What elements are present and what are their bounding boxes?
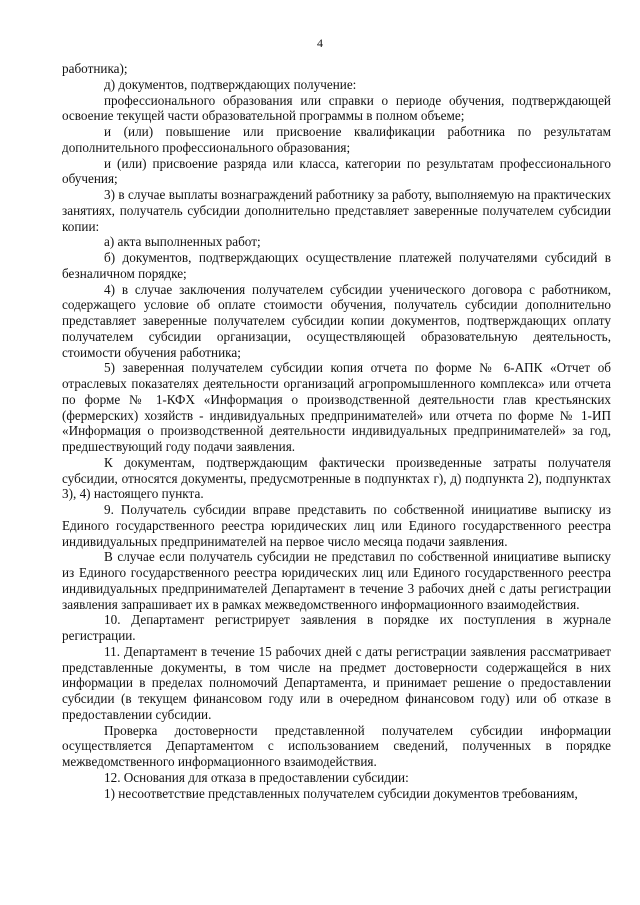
paragraph: работника); (62, 61, 128, 76)
paragraph: 11. Департамент в течение 15 рабочих дней с даты регистрации заявления рассматривает представленные документы, в том числе на предмет достоверности содержащейся в них информации в пределах полномочий Департамента, и принимает решение о предоставлении субсидии (в текущем финансовом году или в очередном финансовом году) или об отказе в предоставлении субсидии. (62, 643, 611, 722)
paragraph: б) документов, подтверждающих осуществление платежей получателями субсидий в безналичном порядке; (62, 250, 611, 281)
paragraph: 10. Департамент регистрирует заявления в порядке их поступления в журнале регистрации. (62, 612, 611, 643)
paragraph: В случае если получатель субсидии не представил по собственной инициативе выписку из Единого государственного реестра юридических лиц или Единого государственного реестра индивидуальных предпринимателей Департамент в течение 3 рабочих дней с даты регистрации заявления запрашивает их в рамках межведомственного информационного взаимодействия. (62, 549, 611, 612)
paragraph: 4) в случае заключения получателем субсидии ученического договора с работником, содержащего условие об оплате стоимости обучения, получатель субсидии дополнительно представляет заверенные получателем субсидии копии документов, подтверждающих оплату получателем субсидии организации, осуществляющей образовательную деятельность, стоимости обучения работника; (62, 281, 611, 360)
paragraph: 5) заверенная получателем субсидии копия отчета по форме № 6-АПК «Отчет об отраслевых показателях деятельности организаций агропромышленного комплекса» или отчета по форме № 1-КФХ «Информация о производственной деятельности глав крестьянских (фермерских) хозяйств - индивидуальных предпринимателей» или отчета по форме № 1-ИП «Информация о производственной деятельности индивидуальных предпринимателей» за год, предшествующий году подачи заявления. (62, 360, 611, 454)
paragraph: а) акта выполненных работ; (104, 234, 261, 250)
paragraph: и (или) повышение или присвоение квалификации работника по результатам дополнительного профессионального образования; (62, 124, 611, 155)
paragraph: К документам, подтверждающим фактически произведенные затраты получателя субсидии, относятся документы, предусмотренные в подпунктах г), д) подпункта 2), подпунктах 3), 4) настоящего пункта. (62, 454, 611, 502)
page-number: 4 (317, 36, 323, 50)
paragraph: д) документов, подтверждающих получение: (104, 76, 357, 92)
paragraph: и (или) присвоение разряда или класса, категории по результатам профессионального обучения; (62, 155, 611, 187)
paragraph: 9. Получатель субсидии вправе представить по собственной инициативе выписку из Единого государственного реестра юридических лиц или Единого государственного реестра индивидуальных предпринимателей на первое число месяца подачи заявления. (62, 502, 611, 549)
document-body (62, 61, 611, 801)
paragraph: 12. Основания для отказа в предоставлении субсидии: (104, 769, 409, 785)
paragraph: 1) несоответствие представленных получателем субсидии документов требованиям, (104, 785, 578, 801)
paragraph: Проверка достоверности представленной получателем субсидии информации осуществляется Департаментом с использованием сведений, полученных в порядке межведомственного информационного взаимодействия. (62, 722, 611, 769)
paragraph: профессионального образования или справки о периоде обучения, подтверждающей освоение текущей части образовательной программы в полном объеме; (62, 92, 611, 124)
paragraph: 3) в случае выплаты вознаграждений работнику за работу, выполняемую на практических занятиях, получатель субсидии дополнительно представляет заверенные получателем субсидии копии: (62, 187, 611, 234)
